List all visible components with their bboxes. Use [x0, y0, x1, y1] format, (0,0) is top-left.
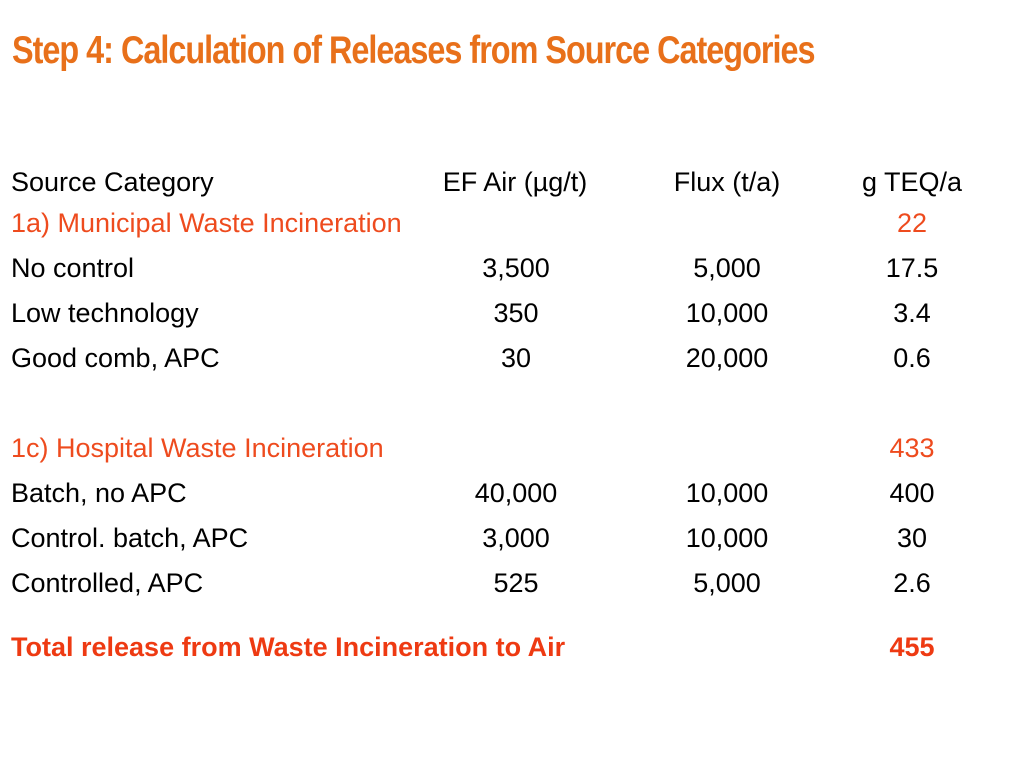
header-flux: Flux (t/a) [673, 167, 781, 197]
category-teq: 22 [896, 208, 928, 238]
row-flux: 10,000 [685, 298, 769, 328]
row-flux: 20,000 [685, 343, 769, 373]
row-ef: 30 [500, 343, 532, 373]
row-ef: 3,500 [482, 253, 550, 283]
row-teq: 2.6 [893, 568, 931, 598]
row-name: Low technology [11, 298, 199, 328]
total-label: Total release from Waste Incineration to Air [11, 632, 566, 662]
table-row [0, 563, 1024, 603]
total-teq: 455 [889, 632, 935, 662]
row-ef: 525 [493, 568, 539, 598]
row-teq: 0.6 [893, 343, 931, 373]
slide-title: Step 4: Calculation of Releases from Source Categories [12, 29, 815, 72]
table-row [0, 338, 1024, 378]
row-name: Good comb, APC [11, 343, 220, 373]
category-label: 1a) Municipal Waste Incineration [11, 208, 402, 238]
table-header-row [0, 162, 1024, 202]
row-ef: 350 [493, 298, 539, 328]
total-row [0, 627, 1024, 667]
category-row-hospital [0, 428, 1024, 468]
table-row [0, 293, 1024, 333]
table-row [0, 473, 1024, 513]
category-teq: 433 [889, 433, 935, 463]
row-teq: 30 [896, 523, 928, 553]
category-row-municipal [0, 203, 1024, 243]
row-teq: 3.4 [893, 298, 931, 328]
row-name: No control [11, 253, 135, 283]
row-flux: 10,000 [685, 478, 769, 508]
row-flux: 10,000 [685, 523, 769, 553]
table-row [0, 248, 1024, 288]
row-name: Control. batch, APC [11, 523, 249, 553]
category-label: 1c) Hospital Waste Incineration [11, 433, 384, 463]
row-teq: 400 [889, 478, 935, 508]
header-source-category: Source Category [11, 167, 214, 197]
row-name: Batch, no APC [11, 478, 187, 508]
row-ef: 40,000 [474, 478, 558, 508]
header-ef-air: EF Air (µg/t) [442, 167, 588, 197]
row-ef: 3,000 [482, 523, 550, 553]
table-row [0, 518, 1024, 558]
row-flux: 5,000 [693, 253, 761, 283]
row-teq: 17.5 [885, 253, 939, 283]
row-flux: 5,000 [693, 568, 761, 598]
row-name: Controlled, APC [11, 568, 204, 598]
header-teq: g TEQ/a [861, 167, 963, 197]
